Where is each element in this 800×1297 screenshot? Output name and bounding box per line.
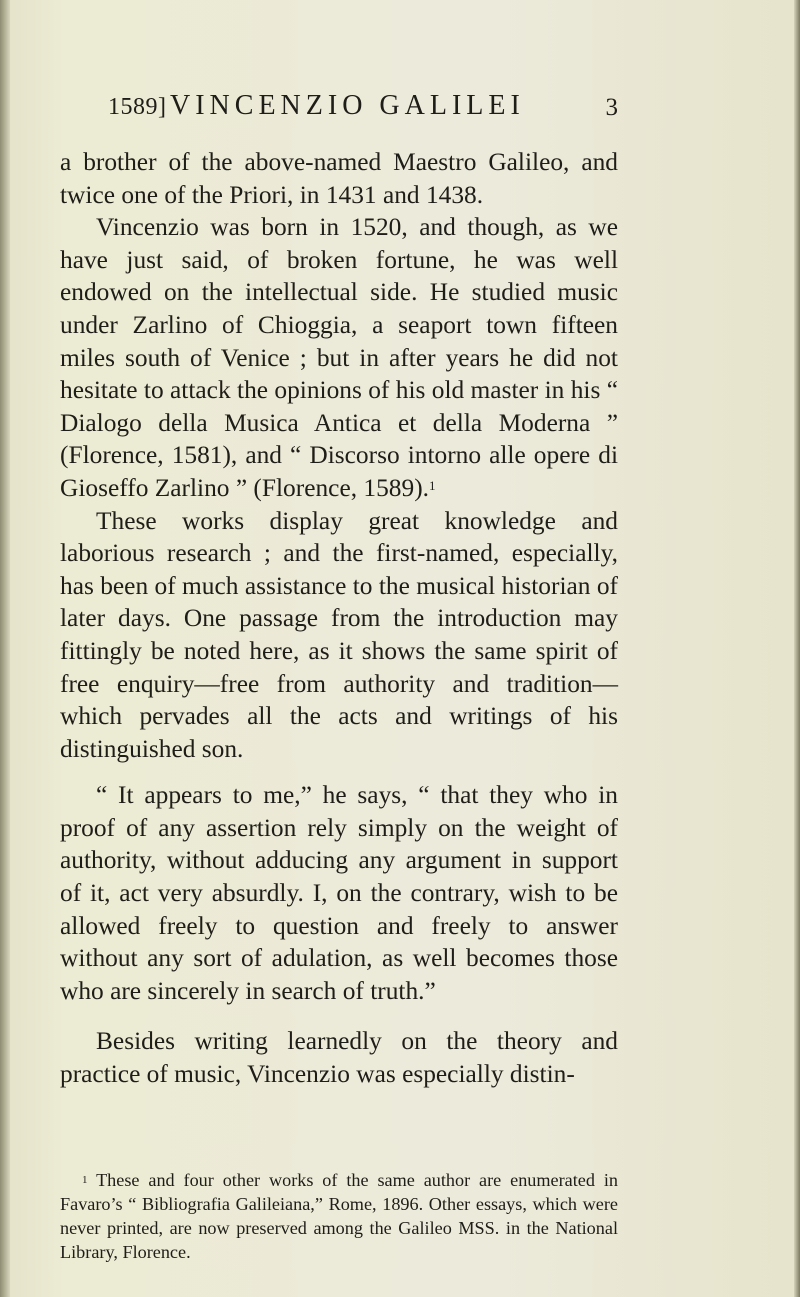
footnote: [60, 1168, 618, 1264]
running-header: [108, 82, 618, 122]
footnotes: [60, 1168, 618, 1264]
page-right-edge: [794, 0, 800, 1297]
paragraph-text: Vincenzio was born in 1520, and though, as we have just said, of broken fortune, he was well endowed on the intellectual side. He studied music under Zarlino of Chioggia, a seaport town fifteen miles south of Venice ; but in after years he did not hesitate to attack the opinions of his old master in his “ Dialogo della Musica Antica et della Moderna ” (Florence, 1581), and “ Discorso intorno alle opere di Gioseffo Zarlino ” (Florence, 1589).: [60, 213, 618, 502]
header-title: VINCENZIO GALILEI: [170, 90, 525, 121]
body-text: [60, 146, 618, 1091]
footnote-ref: 1: [429, 477, 436, 493]
page-number: 3: [605, 94, 618, 121]
quotation-paragraph: “ It appears to me,” he says, “ that they who in proof of any assertion rely simply on the weight of authority, without adducing any argument in support of it, act very absurdly. I, on the contrary, wish to be allowed freely to question and freely to answer without any sort of adulation, as well becomes those who are sincerely in search of truth.”: [60, 781, 618, 1005]
paragraph: a brother of the above-named Maestro Galileo, and twice one of the Priori, in 1431 and 1438.: [60, 148, 618, 209]
paragraph: These works display great knowledge and laborious research ; and the first-named, especially, has been of much assistance to the musical historian of later days. One passage from the introduction may fittingly be noted here, as it shows the same spirit of free enquiry—free from authority and tradition—which pervades all the acts and writings of his distinguished son.: [60, 506, 618, 763]
paragraph: Besides writing learnedly on the theory and practice of music, Vincenzio was especially distin-: [60, 1027, 618, 1089]
paragraph: [60, 211, 618, 504]
header-year: 1589]: [108, 94, 167, 120]
footnote-marker: 1: [82, 1174, 88, 1186]
page-left-edge: [0, 0, 10, 1297]
footnote-text: These and four other works of the same author are enumerated in Favaro’s “ Bibliografia Galileiana,” Rome, 1896. Other essays, which were never printed, are now preserved among the Galileo MSS. in the National Library, Florence.: [60, 1170, 618, 1262]
